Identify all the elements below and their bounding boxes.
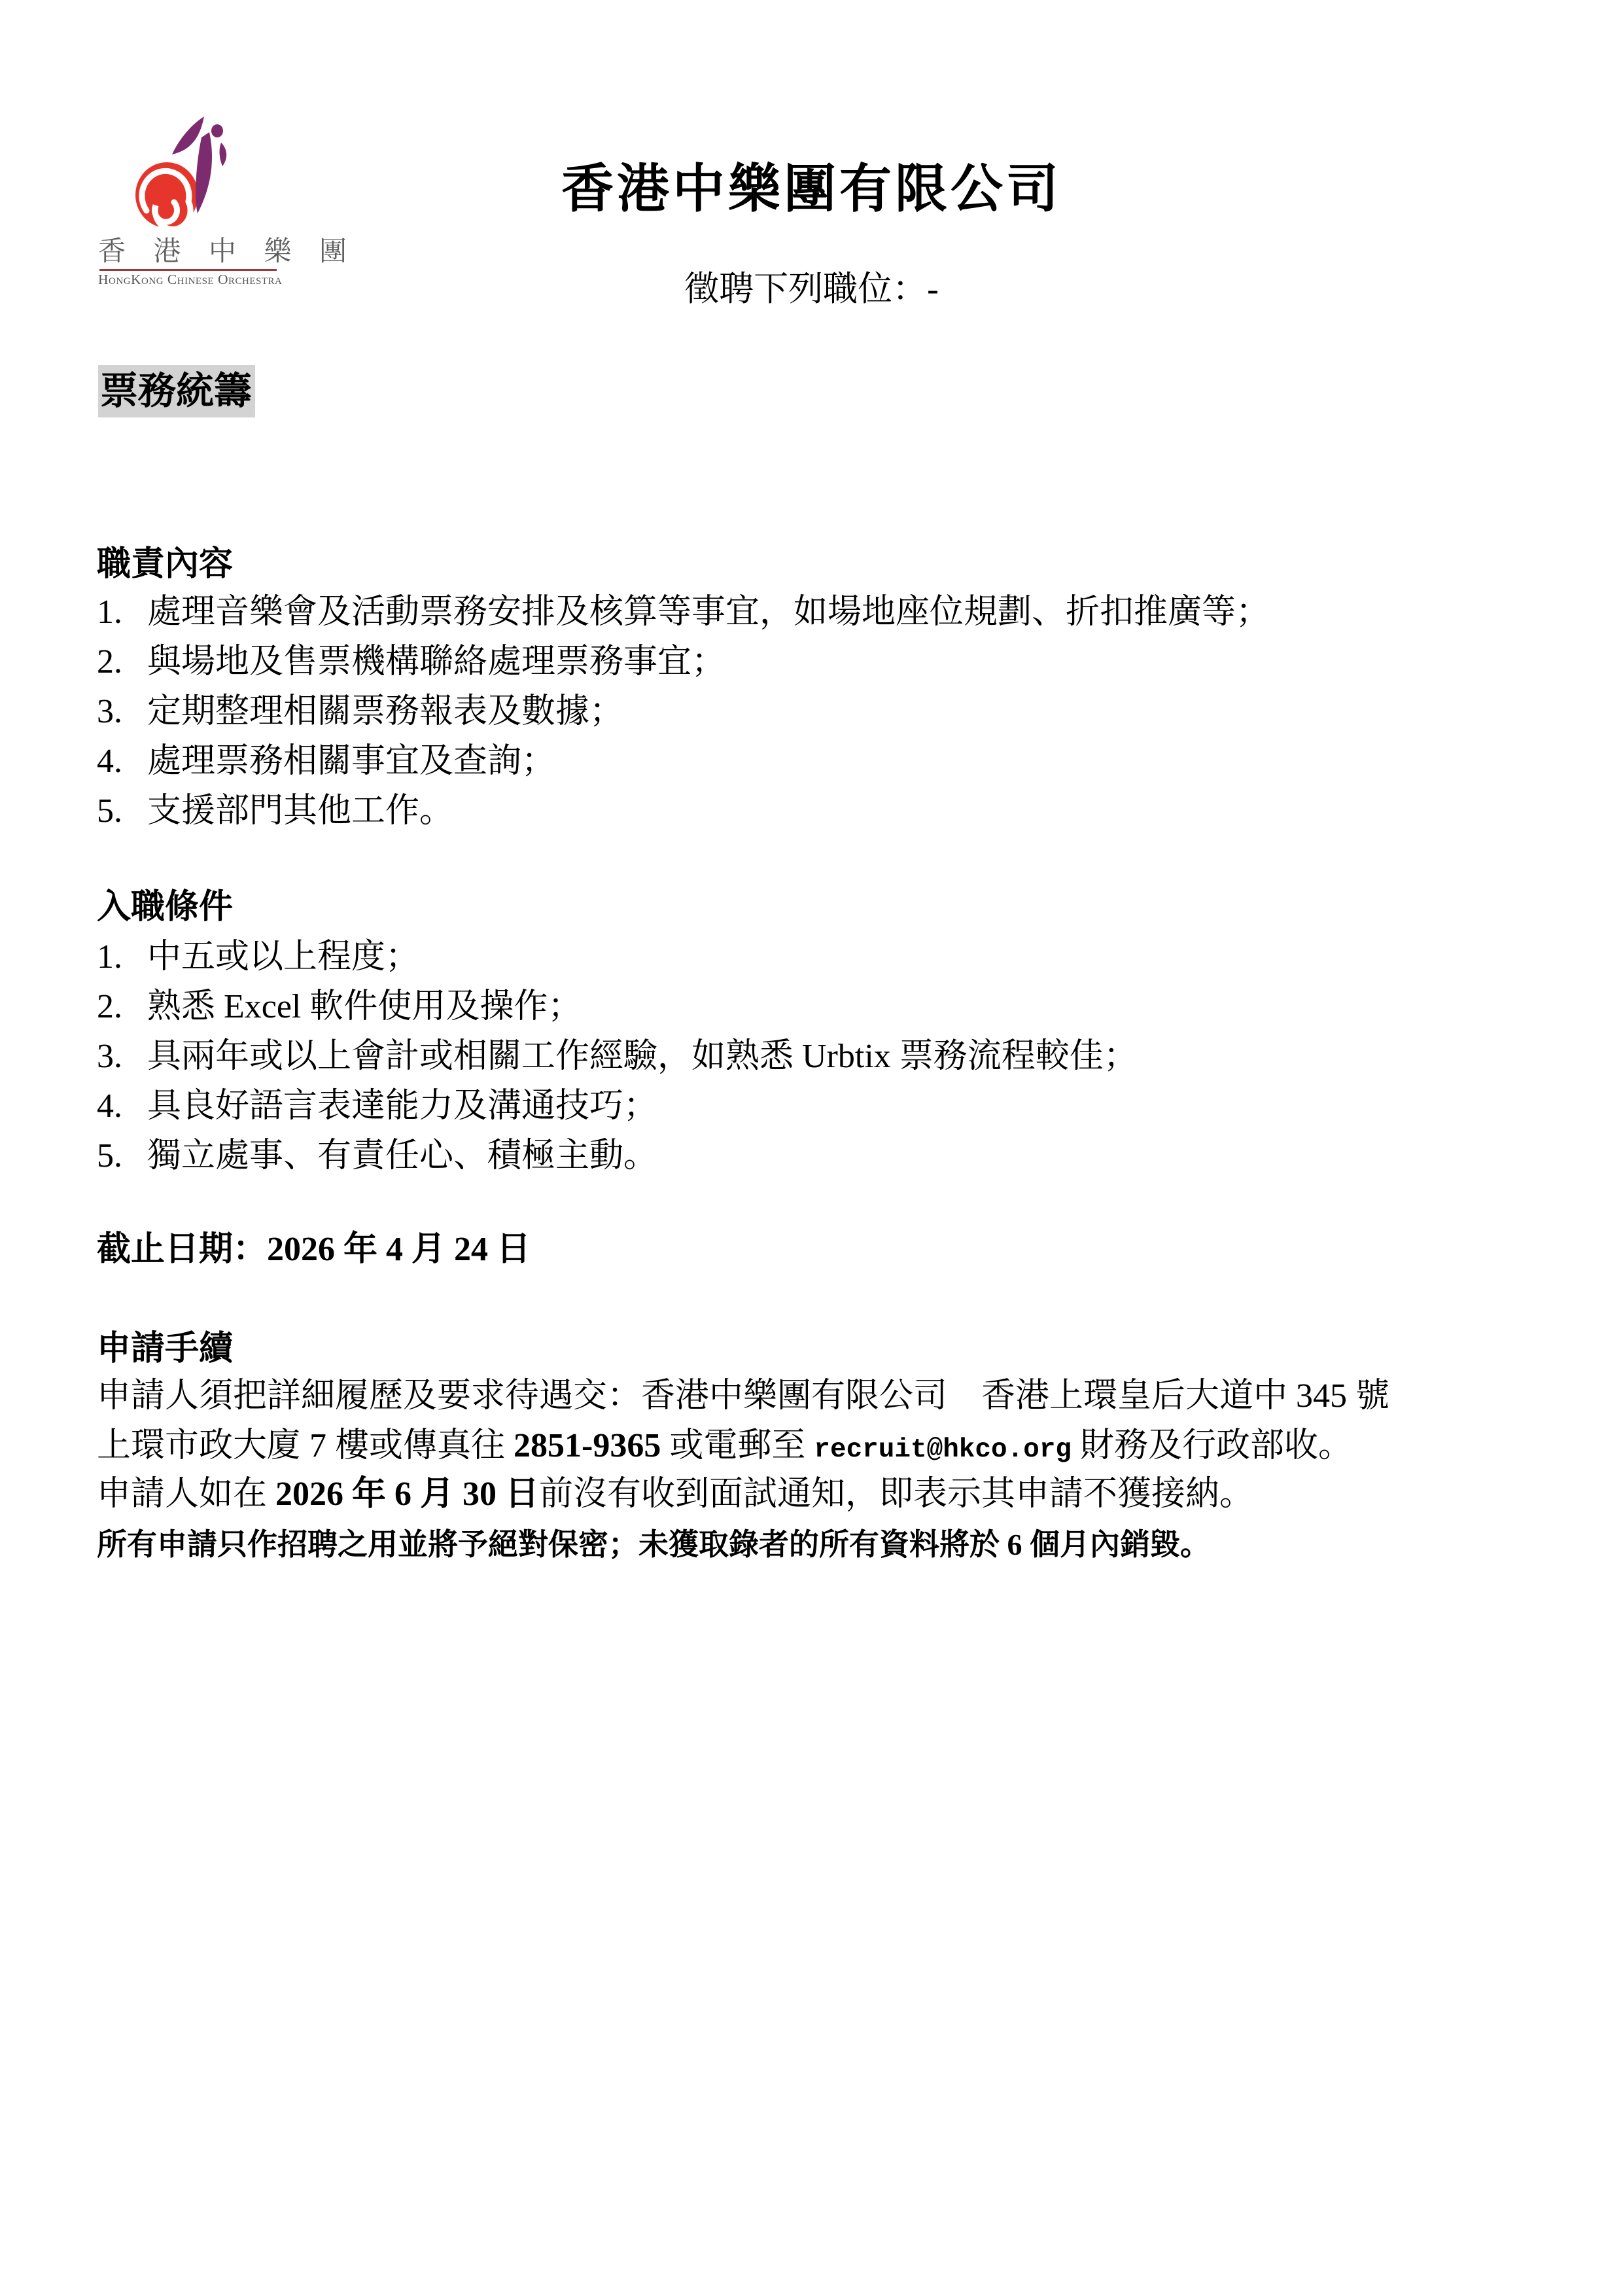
- list-number: 4.: [97, 1087, 122, 1125]
- list-text: 具良好語言表達能力及溝通技巧；: [147, 1087, 658, 1125]
- list-text: 具兩年或以上會計或相關工作經驗，如熟悉 Urbtix 票務流程較佳；: [147, 1038, 1138, 1075]
- list-text: 支援部門其他工作。: [147, 792, 454, 830]
- requirement-item: [97, 1036, 1138, 1077]
- list-text: 熟悉 Excel 軟件使用及操作；: [147, 988, 582, 1025]
- list-number: 1.: [97, 938, 122, 976]
- application-line-1: 申請人須把詳細履歷及要求待遇交：香港中樂團有限公司 香港上環皇后大道中 345 號: [97, 1377, 1390, 1415]
- application-text: 或電郵至: [661, 1427, 814, 1464]
- responsibility-item: [97, 642, 725, 682]
- recruitment-subtitle: 徵聘下列職位：-: [684, 270, 939, 308]
- page-title: 香港中樂團有限公司: [561, 161, 1062, 219]
- responsibility-item: [97, 692, 623, 732]
- logo-chinese-text: 香 港 中 樂 團: [98, 237, 358, 267]
- list-text: 處理音樂會及活動票務安排及核算等事宜，如場地座位規劃、折扣推廣等；: [147, 593, 1270, 631]
- requirement-item: [97, 1086, 657, 1127]
- privacy-note: 所有申請只作招聘之用並將予絕對保密；未獲取錄者的所有資料將於 6 個月內銷毀。: [97, 1528, 1210, 1561]
- application-text: 上環市政大廈 7 樓或傳真往: [97, 1427, 514, 1464]
- recruit-email: recruit@hkco.org: [814, 1435, 1072, 1465]
- list-number: 5.: [97, 792, 122, 830]
- list-text: 中五或以上程度；: [147, 938, 420, 976]
- list-text: 獨立處事、有責任心、積極主動。: [147, 1137, 658, 1174]
- responsibility-item: [97, 592, 1270, 633]
- list-text: 與場地及售票機構聯絡處理票務事宜；: [147, 643, 726, 680]
- responsibility-item: [97, 741, 555, 782]
- application-text: 財務及行政部收。: [1072, 1427, 1353, 1464]
- logo-english-text: HongKong Chinese Orchestra: [98, 272, 283, 288]
- list-number: 5.: [97, 1137, 122, 1174]
- position-title: 票務統籌: [98, 365, 255, 417]
- list-number: 3.: [97, 1038, 122, 1075]
- requirement-item: [97, 1136, 657, 1176]
- application-line-2: [97, 1426, 1352, 1466]
- reply-date: 2026 年 6 月 30 日: [275, 1475, 540, 1513]
- list-text: 處理票務相關事宜及查詢；: [147, 743, 556, 780]
- requirements-heading: 入職條件: [97, 889, 234, 926]
- application-text: 前沒有收到面試通知，即表示其申請不獲接納。: [539, 1475, 1254, 1513]
- application-line-3: [97, 1474, 1253, 1515]
- list-number: 2.: [97, 643, 122, 680]
- list-text: 定期整理相關票務報表及數據；: [147, 693, 624, 730]
- application-heading: 申請手續: [97, 1330, 234, 1368]
- list-number: 2.: [97, 988, 122, 1025]
- requirement-item: [97, 987, 582, 1027]
- list-number: 1.: [97, 593, 122, 631]
- list-number: 4.: [97, 743, 122, 780]
- fax-number: 2851-9365: [514, 1427, 661, 1464]
- requirement-item: [97, 937, 419, 978]
- responsibility-item: [97, 791, 453, 832]
- deadline-line: 截止日期：2026 年 4 月 24 日: [97, 1231, 531, 1268]
- responsibilities-heading: 職責內容: [97, 546, 234, 583]
- application-text: 申請人如在: [97, 1475, 276, 1513]
- list-number: 3.: [97, 693, 122, 730]
